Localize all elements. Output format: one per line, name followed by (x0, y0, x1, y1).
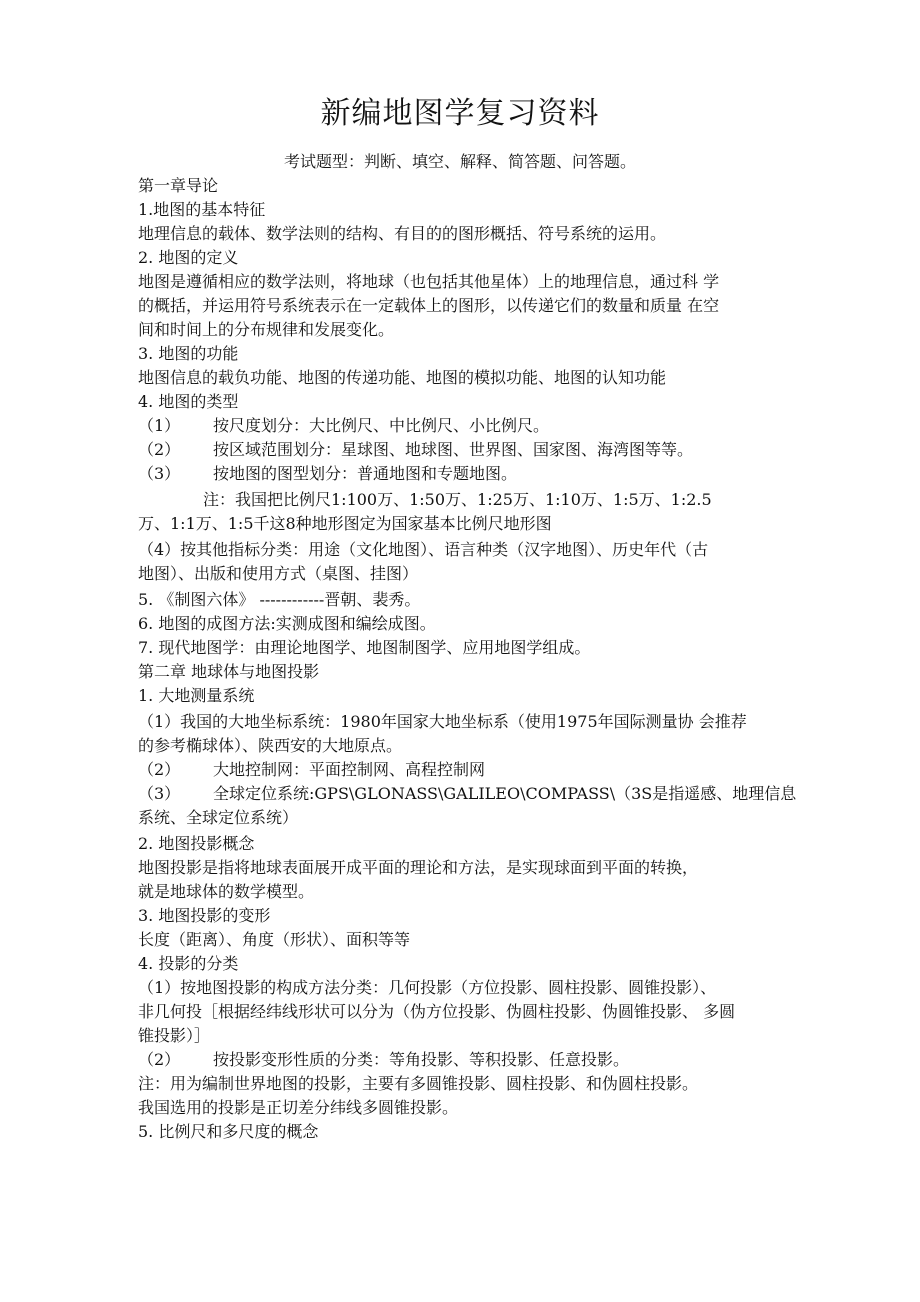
list-text: 按尺度划分：大比例尺、中比例尺、小比例尺。 (213, 416, 550, 435)
section-heading: 3. 地图的功能 (138, 344, 239, 363)
paragraph-line: 间和时间上的分布规律和发展变化。 (138, 320, 395, 339)
paragraph-line: （1）我国的大地坐标系统：1980年国家大地坐标系（使用1975年国际测量协 会推荐 (138, 712, 747, 731)
paragraph-line: 的参考椭球体）、陕西安的大地原点。 (138, 736, 403, 755)
section-heading: 7. 现代地图学：由理论地图学、地图制图学、应用地图学组成。 (138, 638, 591, 657)
chapter-heading: 第一章导论 (138, 176, 219, 195)
list-number: （2） (138, 1050, 181, 1069)
paragraph-line: 系统、全球定位系统） (138, 808, 299, 827)
list-item (138, 782, 798, 806)
list-number: （3） (138, 464, 181, 483)
section-heading: 2. 地图的定义 (138, 248, 239, 267)
list-item (138, 1048, 798, 1072)
list-item (138, 414, 798, 438)
paragraph-line: 地图是遵循相应的数学法则，将地球（也包括其他星体）上的地理信息，通过科 学 (138, 272, 720, 291)
paragraph-line: 地图信息的载负功能、地图的传递功能、地图的模拟功能、地图的认知功能 (138, 368, 667, 387)
paragraph-line: （4）按其他指标分类：用途（文化地图）、语言种类（汉字地图）、历史年代（古 (138, 540, 709, 559)
section-heading: 4. 地图的类型 (138, 392, 239, 411)
paragraph-line: 锥投影）］ (138, 1026, 211, 1045)
list-item (138, 758, 798, 782)
list-text: 按投影变形性质的分类：等角投影、等积投影、任意投影。 (213, 1050, 630, 1069)
section-heading: 2. 地图投影概念 (138, 834, 255, 853)
list-text: 按区域范围划分：星球图、地球图、世界图、国家图、海湾图等等。 (213, 440, 694, 459)
document-title: 新编地图学复习资料 (320, 96, 600, 131)
list-text: 按地图的图型划分：普通地图和专题地图。 (213, 464, 518, 483)
note-line: 注：用为编制世界地图的投影，主要有多圆锥投影、圆柱投影、和伪圆柱投影。 (138, 1074, 699, 1093)
list-item (138, 438, 798, 462)
paragraph-line: 地理信息的载体、数学法则的结构、有目的的图形概括、符号系统的运用。 (138, 224, 667, 243)
paragraph-line: 我国选用的投影是正切差分纬线多圆锥投影。 (138, 1098, 459, 1117)
section-heading: 5. 比例尺和多尺度的概念 (138, 1122, 319, 1141)
section-heading: 1. 大地测量系统 (138, 686, 255, 705)
exam-types: 考试题型：判断、填空、解释、简答题、问答题。 (283, 152, 636, 171)
section-heading: 4. 投影的分类 (138, 954, 239, 973)
chapter-heading: 第二章 地球体与地图投影 (138, 662, 320, 681)
section-heading: 6. 地图的成图方法:实测成图和编绘成图。 (138, 614, 436, 633)
paragraph-line: 长度（距离）、角度（形状）、面积等等 (138, 930, 411, 949)
paragraph-line: （1）按地图投影的构成方法分类：几何投影（方位投影、圆柱投影、圆锥投影）、 (138, 978, 717, 997)
note-line: 注：我国把比例尺1:100万、1:50万、1:25万、1:10万、1:5万、1:2.5 (203, 490, 712, 509)
list-number: （1） (138, 416, 181, 435)
paragraph-line: 就是地球体的数学模型。 (138, 882, 315, 901)
list-number: （2） (138, 760, 181, 779)
section-heading: 1.地图的基本特征 (138, 200, 266, 219)
list-item (138, 462, 798, 486)
list-number: （2） (138, 440, 181, 459)
section-heading: 5. 《制图六体》 ------------晋朝、裴秀。 (138, 590, 421, 609)
paragraph-line: 地图）、出版和使用方式（桌图、挂图） (138, 564, 419, 583)
list-text: 大地控制网：平面控制网、高程控制网 (213, 760, 486, 779)
list-number: （3） (138, 784, 181, 803)
paragraph-line: 的概括，并运用符号系统表示在一定载体上的图形，以传递它们的数量和质量 在空 (138, 296, 720, 315)
section-heading: 3. 地图投影的变形 (138, 906, 271, 925)
paragraph-line: 万、1:1万、1:5千这8种地形图定为国家基本比例尺地形图 (138, 514, 552, 533)
paragraph-line: 非几何投［根据经纬线形状可以分为（伪方位投影、伪圆柱投影、伪圆锥投影、 多圆 (138, 1002, 736, 1021)
list-text: 全球定位系统:GPS\GLONASS\GALILEO\COMPASS\（3S是指遥感、地理信息 (213, 784, 797, 803)
paragraph-line: 地图投影是指将地球表面展开成平面的理论和方法，是实现球面到平面的转换， (138, 858, 699, 877)
